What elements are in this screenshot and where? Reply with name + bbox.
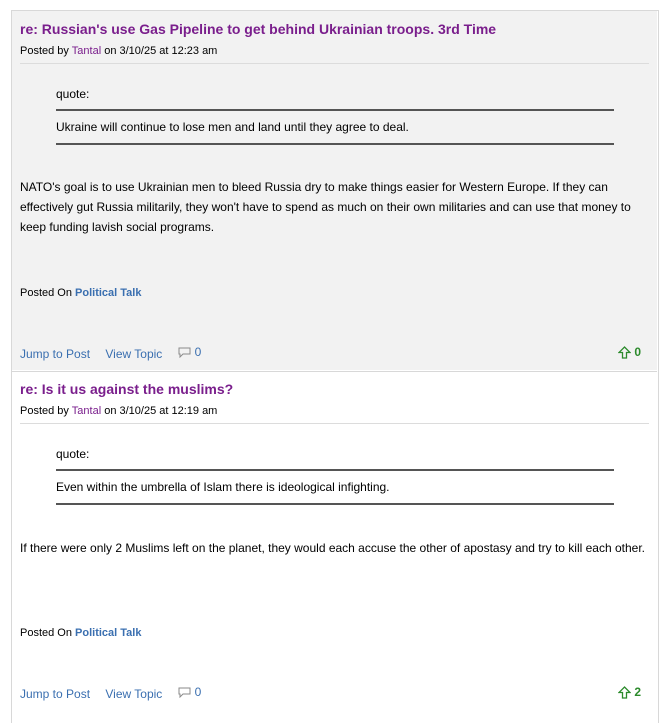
quote-top-line <box>56 109 614 111</box>
divider <box>20 63 649 64</box>
post-date: on 3/10/25 at 12:19 am <box>104 405 218 417</box>
quote-top-line <box>56 469 614 471</box>
vote-button[interactable] <box>618 685 641 699</box>
comments-button[interactable] <box>178 345 202 359</box>
thumbs-up-arrow-icon <box>618 686 631 699</box>
author-link[interactable]: Tantal <box>71 405 102 417</box>
posted-by-label: Posted by <box>20 45 69 57</box>
post-card <box>12 371 657 713</box>
board-link[interactable]: Political Talk <box>75 287 142 299</box>
post-meta <box>20 45 217 57</box>
vote-button[interactable] <box>618 345 641 359</box>
posted-on-label: Posted On <box>20 287 72 299</box>
jump-to-post-link[interactable]: Jump to Post <box>20 686 91 701</box>
thumbs-up-arrow-icon <box>618 346 631 359</box>
vote-count: 2 <box>634 685 641 699</box>
quote-bottom-line <box>56 503 614 505</box>
quote-text: Ukraine will continue to lose men and land until they agree to deal. <box>56 120 409 134</box>
post-body: NATO's goal is to use Ukrainian men to bleed Russia dry to make things easier for Western Europe. If they can effectively gut Russia militarily, they won't have to spend as much on their own militaries and can use that money to keep funding lavish social programs. <box>20 180 631 234</box>
comment-count: 0 <box>194 345 202 359</box>
post-title-link[interactable]: re: Russian's use Gas Pipeline to get behind Ukrainian troops. 3rd Time <box>20 21 497 37</box>
quote-text: Even within the umbrella of Islam there is ideological infighting. <box>56 480 390 494</box>
post-card <box>12 11 657 370</box>
posted-on <box>20 287 141 299</box>
vote-count: 0 <box>634 345 641 359</box>
quote-label: quote: <box>56 87 90 101</box>
view-topic-link[interactable]: View Topic <box>105 346 163 361</box>
quote-label: quote: <box>56 447 90 461</box>
quote-bottom-line <box>56 143 614 145</box>
author-link[interactable]: Tantal <box>71 45 102 57</box>
post-actions <box>20 685 201 701</box>
posted-on <box>20 627 141 639</box>
post-body: If there were only 2 Muslims left on the planet, they would each accuse the other of apostasy and try to kill each other. <box>20 541 646 555</box>
view-topic-link[interactable]: View Topic <box>105 686 163 701</box>
comment-bubble-icon <box>178 347 191 358</box>
posted-by-label: Posted by <box>20 405 69 417</box>
comment-bubble-icon <box>178 687 191 698</box>
board-link[interactable]: Political Talk <box>75 627 142 639</box>
jump-to-post-link[interactable]: Jump to Post <box>20 346 91 361</box>
comments-button[interactable] <box>178 685 202 699</box>
divider <box>20 423 649 424</box>
posted-on-label: Posted On <box>20 627 72 639</box>
post-meta <box>20 405 217 417</box>
comment-count: 0 <box>194 685 202 699</box>
post-date: on 3/10/25 at 12:23 am <box>104 45 218 57</box>
post-actions <box>20 345 201 361</box>
post-title-link[interactable]: re: Is it us against the muslims? <box>20 381 234 397</box>
